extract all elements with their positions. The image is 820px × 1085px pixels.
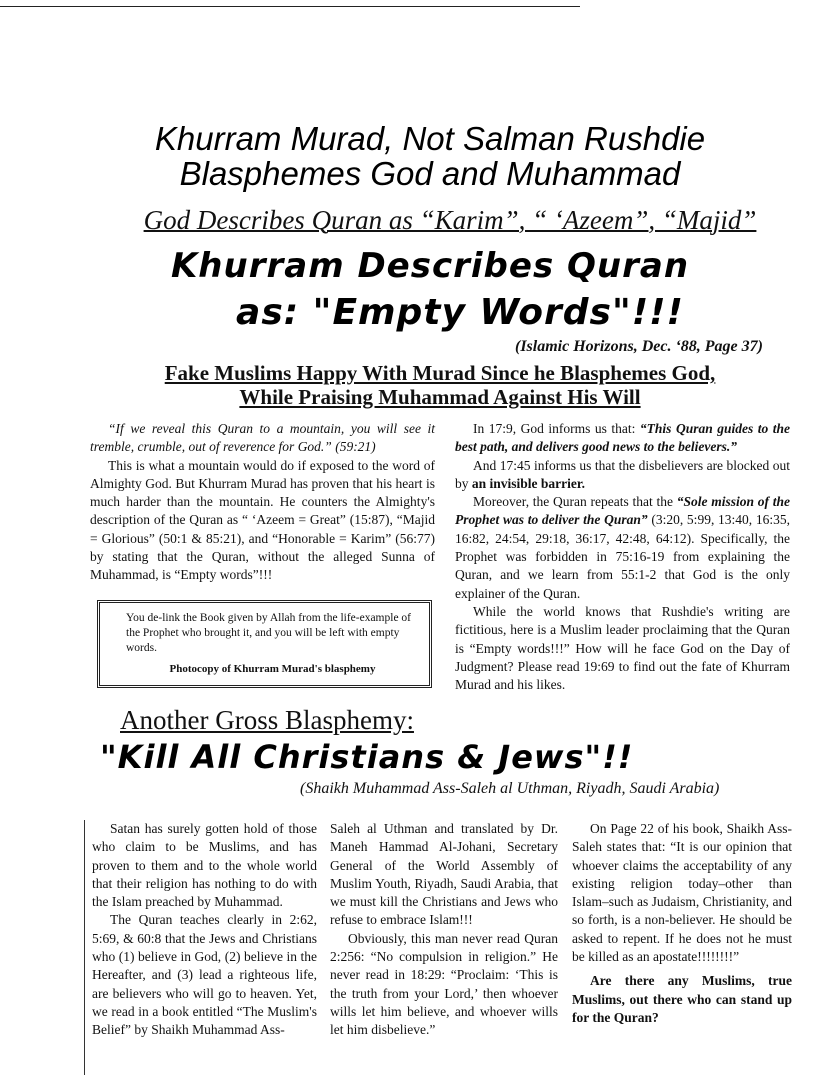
article2-col2 [330, 820, 558, 1040]
article2-col1 [92, 820, 317, 1040]
article1-right-column [455, 420, 790, 694]
photocopy-text: You de-link the Book given by Allah from the life-example of the Prophet who brought it, and you will be left with empty words. [126, 612, 412, 654]
article2-col2-p1: Saleh al Uthman and translated by Dr. Maneh Hammad Al-Johani, Secretary General of the World Assembly of Muslim Youth, Riyadh, Saudi Arabia, that we must kill the Christians and Jews who refuse to embrace Islam!!! [330, 821, 558, 928]
headline2-line1: Khurram Describes Quran [170, 246, 690, 286]
citation-shaikh: (Shaikh Muhammad Ass-Saleh al Uthman, Riyadh, Saudi Arabia) [300, 780, 720, 797]
headline4: "Kill All Christians & Jews"!! [100, 738, 634, 776]
headline2-line2: as: "Empty Words"!!! [236, 292, 684, 333]
headline-line1: Khurram Murad, Not Salman Rushdie [154, 120, 706, 157]
article1-right-p2: And 17:45 informs us that the disbelievers are blocked out by an invisible barrier. [455, 457, 790, 491]
article1-left-paragraph: This is what a mountain would do if exposed to the word of Almighty God. But Khurram Murad has proven that his heart is much harder than the mountain. He counters the Almighty's description of the Quran as “ ‘Azeem = Great” (15:87), “Majid = Glorious” (50:1 & 85:21), and “Honorable = Karim” (56:77) by stating that the Quran, without the alleged Sunna of Muhammad, is “Empty words”!!! [90, 457, 435, 583]
article1-right-p1: In 17:9, God informs us that: “This Quran guides to the best path, and delivers good news to the believers.” [455, 421, 790, 455]
article1-right-p3: Moreover, the Quran repeats that the “Sole mission of the Prophet was to deliver the Quran” (3:20, 5:99, 13:40, 16:35, 16:82, 24:54, 29:18, 36:17, 42:48, 64:12). Specifically, the Prophet was forbidden in 75:16-19 from explaining the Quran, and we learn from 55:1-2 that God is the only explainer of the Quran. [455, 494, 791, 601]
article2-col3-p2: Are there any Muslims, true Muslims, out there who can stand up for the Quran? [572, 973, 792, 1025]
headline3: Another Gross Blasphemy: [120, 705, 414, 735]
top-rule [0, 6, 580, 7]
article1-right-p4: While the world knows that Rushdie's writing are fictitious, here is a Muslim leader proclaiming that the Quran is “Empty words!!!” How will he face God on the Day of Judgment? Please read 19:69 to find out the fate of Khurram Murad and his likes. [455, 603, 790, 693]
article2-col1-p2: The Quran teaches clearly in 2:62, 5:69, & 60:8 that the Jews and Christians who (1) believe in God, (2) believe in the Hereafter, and (3) lead a righteous life, are believers who will go to heaven. Yet, we read in a book entitled “The Muslim's Belief” by Shaikh Muhammad Ass- [92, 912, 317, 1038]
subheadline: God Describes Quran as “Karim”, “ ‘Azeem”, “Majid” [143, 205, 757, 235]
subheadline2-line1: Fake Muslims Happy With Murad Since he Blasphemes God, [164, 361, 716, 385]
citation-islamic-horizons: (Islamic Horizons, Dec. ‘88, Page 37) [515, 338, 763, 355]
quran-quote-59-21: “If we reveal this Quran to a mountain, you will see it tremble, crumble, out of reverence for God.” (59:21) [90, 421, 435, 455]
photocopy-box [97, 600, 432, 688]
article1-left-column [90, 420, 435, 585]
article2-col2-p2: Obviously, this man never read Quran 2:256: “No compulsion in religion.” He never read in 18:29: “Proclaim: ‘This is the truth from your Lord,’ then whoever wills let him believe, and whoever wills let him disbelieve.” [330, 930, 558, 1038]
photocopy-caption: Photocopy of Khurram Murad's blasphemy [169, 663, 376, 675]
article2-col3-p1: On Page 22 of his book, Shaikh Ass-Saleh states that: “It is our opinion that whoever claims the acceptability of any existing religion today–other than Islam–such as Judaism, Christianity, and so forth, is a non-believer. He should be asked to repent. If he does not he must be killed as an apostate!!!!!!!!” [572, 821, 792, 965]
article2-col1-p1: Satan has surely gotten hold of those who claim to be Muslims, and has proven to them and to the whole world that their religion has nothing to do with the Islam preached by Muhammad. [92, 821, 317, 910]
headline-line2: Blasphemes God and Muhammad [179, 155, 681, 192]
subheadline2-line2: While Praising Muhammad Against His Will [239, 385, 641, 409]
article2-col3 [572, 820, 792, 1027]
left-margin-rule [84, 820, 85, 1075]
